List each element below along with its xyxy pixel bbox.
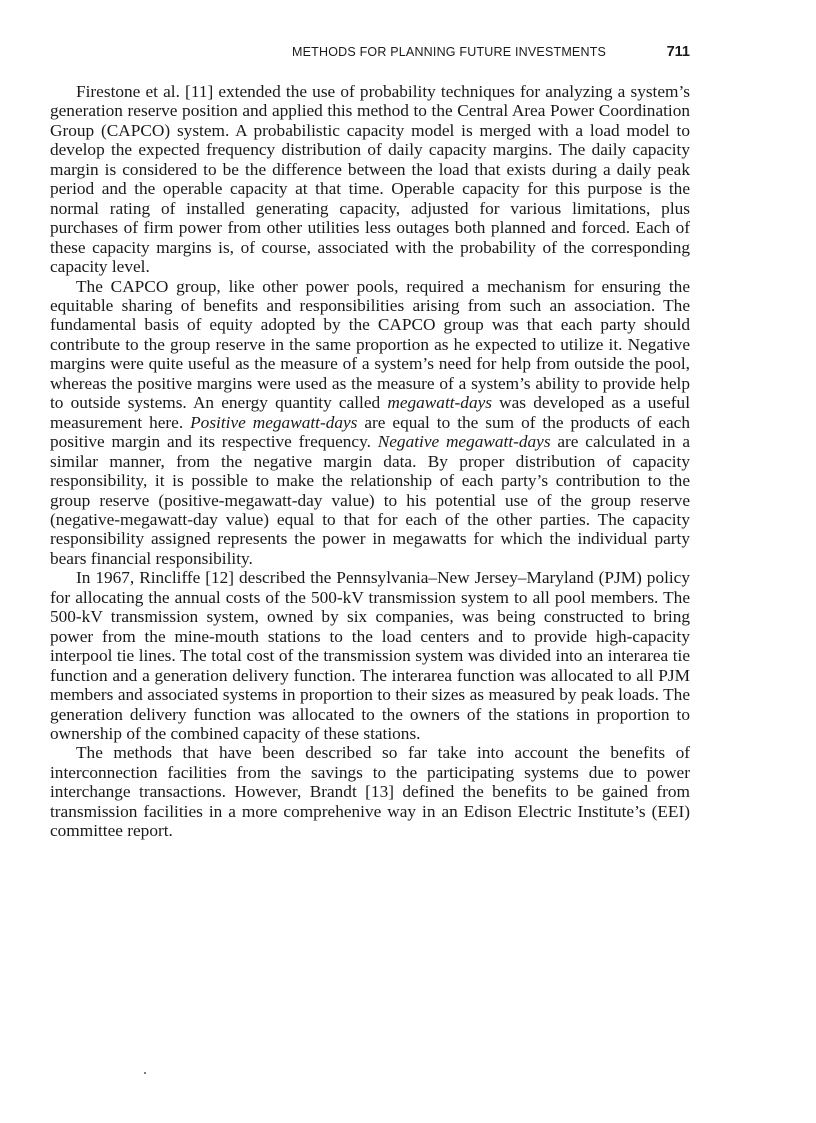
term-megawatt-days: megawatt-days: [387, 393, 492, 413]
paragraph-eei-benefits: [50, 743, 690, 840]
page-number: 711: [666, 44, 690, 60]
paragraph-text: Firestone et al. [11] extended the use of probability techniques for analyzing a system’s generation reserve position and applied this method to the Central Area Power Coordination Group (CAPCO) system. A probabilistic capacity model is merged with a load model to develop the expected frequency distribution of daily capacity margins. The daily capacity margin is considered to be the difference between the load that exists during a daily peak period and the operable capacity at that time. Operable capacity for this purpose is the normal rating of installed generating capacity, adjusted for various limitations, plus purchases of firm power from other utilities less outages both planned and forced. Each of these capacity margins is, of course, associated with the probability of the corresponding capacity level.: [50, 82, 690, 277]
paragraph-text-segment: are calculated in a similar manner, from the negative margin data. By proper distribution of capacity responsibility, it is possible to make the relationship of each party’s contribution to the group reserve (positive-megawatt-day value) to his potential use of the group reserve (negative-megawatt-day value) equal to that for each of the other parties. The capacity responsibility assigned represents the power in megawatts for which the individual party bears financial responsibility.: [50, 432, 691, 568]
paragraph-capco-equity: [50, 277, 690, 569]
scan-speck: [144, 1072, 146, 1074]
paragraph-text-segment: was developed as a useful measurement here.: [50, 393, 691, 432]
paragraph-text-segment: are equal to the sum of the products of each positive margin and its respective frequency.: [50, 412, 690, 452]
running-header: [292, 44, 690, 60]
paragraph-pjm-policy: [50, 568, 690, 743]
paragraph-text: In 1967, Rincliffe [12] described the Pennsylvania–New Jersey–Maryland (PJM) policy for allocating the annual costs of the 500-kV transmission system to all pool members. The 500-kV transmission system, owned by six companies, was being constructed to bring power from the mine-mouth stations to the load centers and to provide high-capacity interpool tie lines. The total cost of the transmission system was divided into an interarea tie function and a generation delivery function. The interarea function was allocated to all PJM members and associated systems in proportion to their sizes as measured by peak loads. The generation delivery function was allocated to the owners of the stations in proportion to ownership of the combined capacity of these stations.: [50, 568, 690, 743]
paragraph-capco-probability: [50, 82, 690, 277]
paragraph-text: The methods that have been described so far take into account the benefits of interconnection facilities from the savings to the participating systems due to power interchange transactions. However, Brandt [13] defined the benefits to be gained from transmission facilities in a more comprehenive way in an Edison Electric Institute’s (EEI) committee report.: [50, 743, 690, 841]
term-positive-megawatt-days: Positive megawatt-days: [190, 412, 358, 432]
running-title: METHODS FOR PLANNING FUTURE INVESTMENTS: [292, 45, 607, 59]
paragraph-text-segment: The CAPCO group, like other power pools, required a mechanism for ensuring the equitable sharing of benefits and responsibilities arising from such an association. The fundamental basis of equity adopted by the CAPCO group was that each party should contribute to the group reserve in the same proportion as he expected to utilize it. Negative margins were quite useful as the measure of a system’s need for help from outside the pool, whereas the positive margins were used as the measure of a system’s ability to provide help to outside systems. An energy quantity called: [50, 276, 690, 413]
term-negative-megawatt-days: Negative megawatt-days: [377, 432, 551, 452]
body-text: [50, 82, 690, 841]
